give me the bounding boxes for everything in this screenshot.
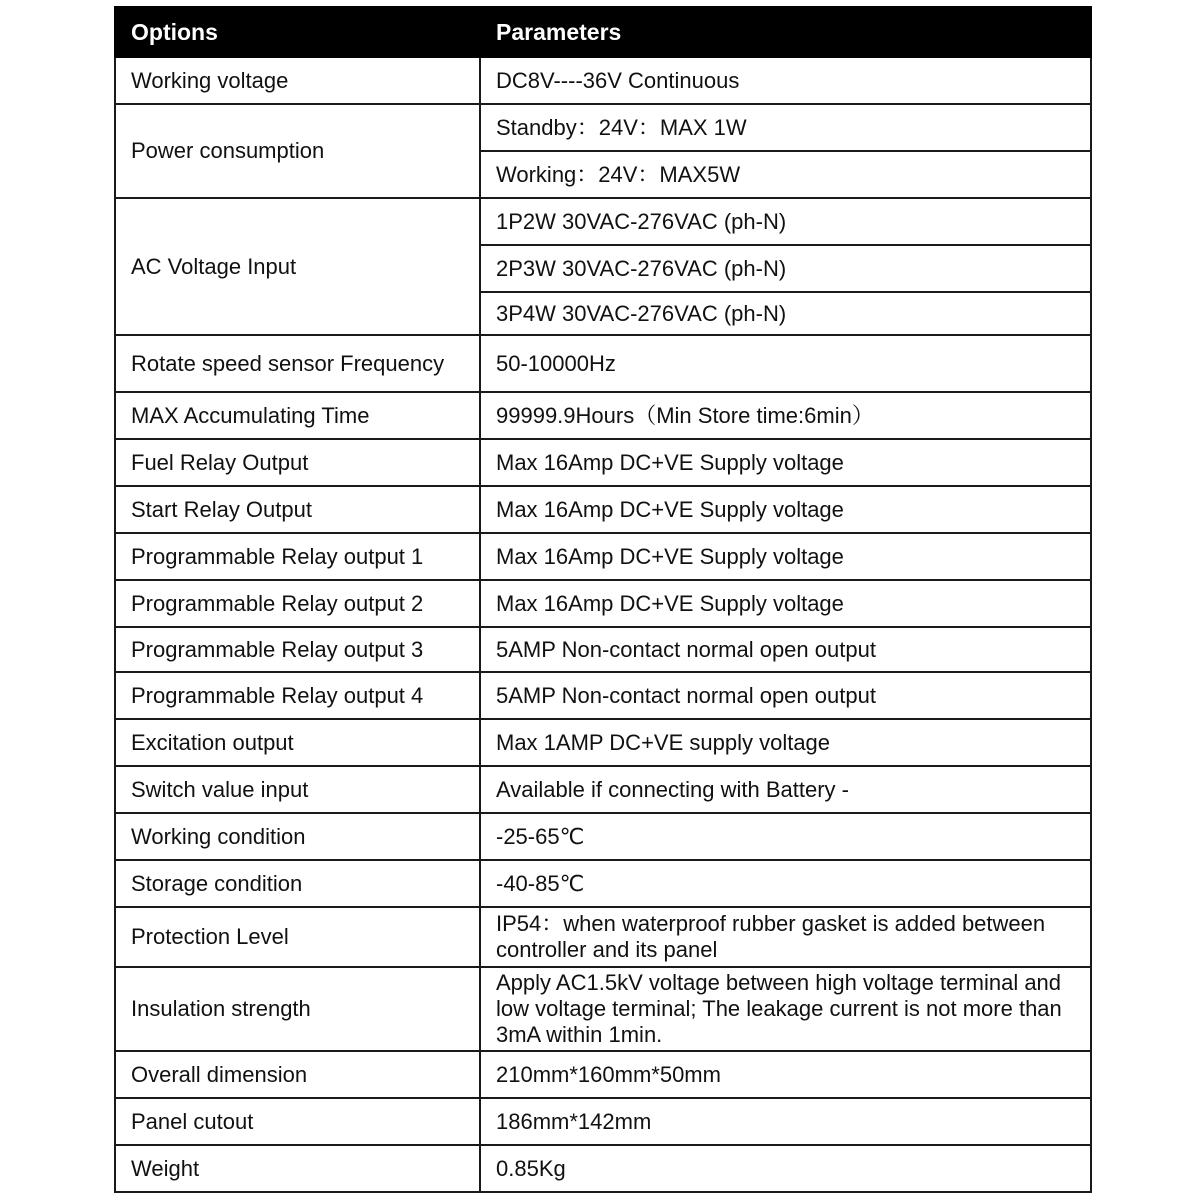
option-cell: Power consumption — [115, 104, 480, 198]
option-cell: Working voltage — [115, 57, 480, 104]
option-cell: Protection Level — [115, 907, 480, 967]
table-row — [115, 860, 1091, 907]
parameter-cell: IP54：when waterproof rubber gasket is added between controller and its panel — [480, 907, 1091, 967]
table-row — [115, 198, 1091, 245]
option-cell: Insulation strength — [115, 967, 480, 1051]
option-cell: Switch value input — [115, 766, 480, 813]
table-row — [115, 627, 1091, 672]
spec-table — [114, 6, 1092, 1193]
parameter-cell: Standby：24V：MAX 1W — [480, 104, 1091, 151]
option-cell: Storage condition — [115, 860, 480, 907]
parameter-cell: -40-85℃ — [480, 860, 1091, 907]
table-row — [115, 672, 1091, 719]
table-row — [115, 335, 1091, 392]
table-row — [115, 967, 1091, 1051]
parameter-cell: 0.85Kg — [480, 1145, 1091, 1192]
header-options: Options — [115, 7, 480, 57]
table-row — [115, 533, 1091, 580]
parameter-cell: Working：24V：MAX5W — [480, 151, 1091, 198]
header-parameters: Parameters — [480, 7, 1091, 57]
parameter-cell: 5AMP Non-contact normal open output — [480, 627, 1091, 672]
parameter-cell: Max 16Amp DC+VE Supply voltage — [480, 486, 1091, 533]
parameter-cell: 5AMP Non-contact normal open output — [480, 672, 1091, 719]
table-row — [115, 719, 1091, 766]
table-row — [115, 766, 1091, 813]
option-cell: Overall dimension — [115, 1051, 480, 1098]
table-row — [115, 813, 1091, 860]
table-row — [115, 1098, 1091, 1145]
option-cell: AC Voltage Input — [115, 198, 480, 335]
parameter-cell: 1P2W 30VAC-276VAC (ph-N) — [480, 198, 1091, 245]
parameter-cell: 99999.9Hours（Min Store time:6min） — [480, 392, 1091, 439]
option-cell: Weight — [115, 1145, 480, 1192]
option-cell: Fuel Relay Output — [115, 439, 480, 486]
option-cell: Programmable Relay output 1 — [115, 533, 480, 580]
parameter-cell: DC8V----36V Continuous — [480, 57, 1091, 104]
table-header-row — [115, 7, 1091, 57]
option-cell: MAX Accumulating Time — [115, 392, 480, 439]
parameter-cell: Max 1AMP DC+VE supply voltage — [480, 719, 1091, 766]
parameter-cell: Max 16Amp DC+VE Supply voltage — [480, 580, 1091, 627]
parameter-cell: -25-65℃ — [480, 813, 1091, 860]
parameter-cell: 210mm*160mm*50mm — [480, 1051, 1091, 1098]
table-row — [115, 104, 1091, 151]
table-row — [115, 392, 1091, 439]
parameter-cell: Max 16Amp DC+VE Supply voltage — [480, 533, 1091, 580]
option-cell: Working condition — [115, 813, 480, 860]
option-cell: Programmable Relay output 2 — [115, 580, 480, 627]
table-row — [115, 57, 1091, 104]
option-cell: Excitation output — [115, 719, 480, 766]
option-cell: Programmable Relay output 4 — [115, 672, 480, 719]
option-cell: Start Relay Output — [115, 486, 480, 533]
parameter-cell: Apply AC1.5kV voltage between high voltage terminal and low voltage terminal; The leakage current is not more than 3mA within 1min. — [480, 967, 1091, 1051]
table-row — [115, 1051, 1091, 1098]
table-row — [115, 907, 1091, 967]
option-cell: Rotate speed sensor Frequency — [115, 335, 480, 392]
parameter-cell: Available if connecting with Battery - — [480, 766, 1091, 813]
table-row — [115, 580, 1091, 627]
option-cell: Panel cutout — [115, 1098, 480, 1145]
table-row — [115, 1145, 1091, 1192]
parameter-cell: 3P4W 30VAC-276VAC (ph-N) — [480, 292, 1091, 335]
parameter-cell: Max 16Amp DC+VE Supply voltage — [480, 439, 1091, 486]
parameter-cell: 2P3W 30VAC-276VAC (ph-N) — [480, 245, 1091, 292]
table-row — [115, 486, 1091, 533]
option-cell: Programmable Relay output 3 — [115, 627, 480, 672]
table-row — [115, 439, 1091, 486]
parameter-cell: 186mm*142mm — [480, 1098, 1091, 1145]
parameter-cell: 50-10000Hz — [480, 335, 1091, 392]
